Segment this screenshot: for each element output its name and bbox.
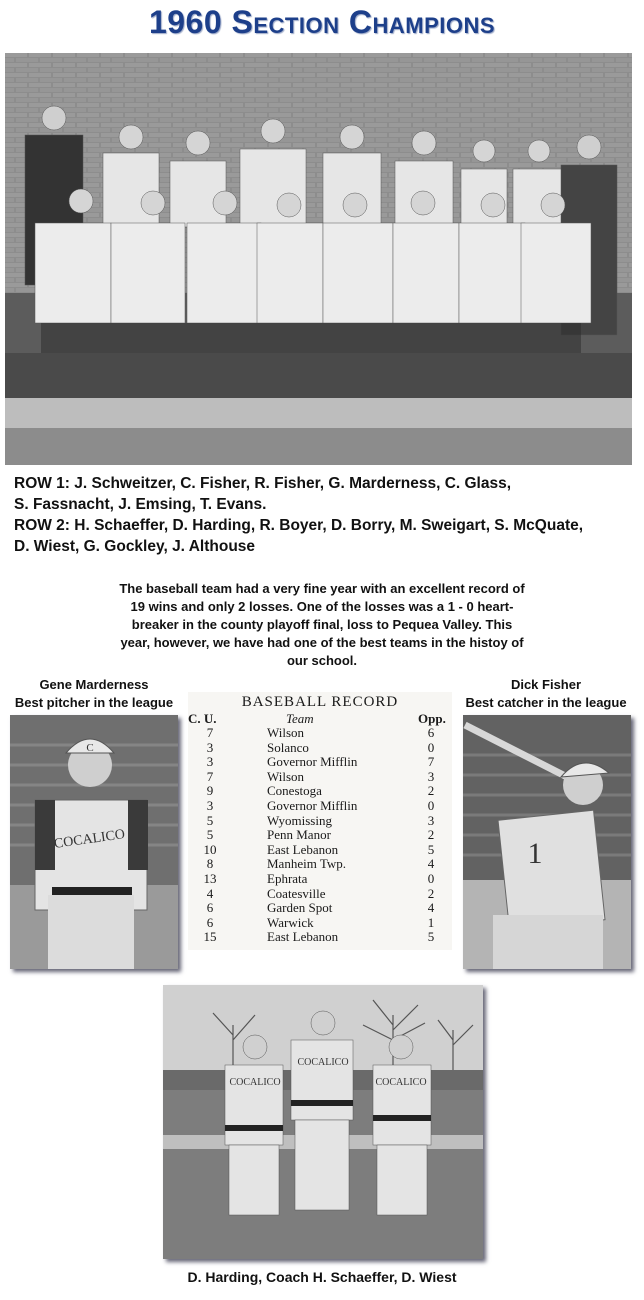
record-team-name: East Lebanon	[267, 929, 339, 945]
pitcher-photo	[10, 715, 178, 969]
record-team-name: Penn Manor	[267, 827, 331, 843]
record-cu-score: 7	[206, 768, 214, 784]
team-photo-graphic	[5, 53, 632, 465]
player-jersey-text: COCALICO	[229, 1077, 281, 1088]
record-team-name: Wilson	[267, 768, 305, 784]
coach-players-photo-graphic	[163, 985, 483, 1259]
record-opp-score: 1	[427, 914, 435, 930]
right-player-name: Dick Fisher	[510, 677, 582, 692]
record-row	[188, 857, 452, 872]
record-opp-score: 3	[427, 812, 435, 828]
record-header-team: Team	[286, 711, 314, 726]
coach-jersey-text: COCALICO	[297, 1057, 349, 1068]
record-opp-score: 4	[427, 856, 435, 872]
catcher-photo-graphic	[463, 715, 631, 969]
record-row	[188, 843, 452, 858]
coach-players-photo	[163, 985, 483, 1259]
record-row	[188, 799, 452, 814]
summary-line: year, however, we have had one of the best teams in the histoy of	[120, 635, 524, 650]
catcher-photo	[463, 715, 631, 969]
summary-line: our school.	[286, 653, 358, 668]
pitcher-cap-letter: C	[86, 742, 94, 754]
record-cu-score: 13	[203, 870, 217, 886]
record-team-name: Conestoga	[267, 783, 322, 799]
season-summary	[82, 580, 562, 670]
record-opp-score: 4	[427, 900, 435, 916]
record-cu-score: 9	[206, 783, 214, 799]
roster-row2-line2: D. Wiest, G. Gockley, J. Althouse	[14, 538, 256, 555]
record-cu-score: 3	[206, 754, 214, 770]
record-row	[188, 828, 452, 843]
record-title: BASEBALL RECORD	[241, 694, 399, 710]
record-team-name: Ephrata	[267, 870, 308, 886]
record-row	[188, 741, 452, 756]
record-cu-score: 8	[206, 856, 214, 872]
record-opp-score: 3	[427, 768, 435, 784]
record-row	[188, 872, 452, 887]
record-opp-score: 6	[427, 725, 435, 740]
record-team-name: Wilson	[267, 725, 305, 740]
record-team-name: Coatesville	[267, 885, 326, 901]
baseball-record-table	[188, 692, 452, 950]
left-player-note: Best pitcher in the league	[14, 695, 174, 710]
roster-row2-line1: ROW 2: H. Schaeffer, D. Harding, R. Boyer, D. Borry, M. Sweigart, S. McQuate,	[14, 517, 584, 534]
record-opp-score: 5	[427, 841, 435, 857]
summary-line: 19 wins and only 2 losses. One of the losses was a 1 - 0 heart-	[130, 599, 514, 614]
record-cu-score: 4	[206, 885, 214, 901]
bottom-photo-caption: D. Harding, Coach H. Schaeffer, D. Wiest	[187, 1269, 457, 1285]
record-row	[188, 814, 452, 829]
record-team-name: Governor Mifflin	[267, 754, 358, 770]
record-cu-score: 5	[206, 827, 214, 843]
right-player-caption	[454, 676, 638, 712]
record-row	[188, 726, 452, 741]
record-cu-score: 3	[206, 797, 214, 813]
catcher-jersey-number: 1	[527, 837, 543, 870]
record-cu-score: 5	[206, 812, 214, 828]
record-opp-score: 2	[427, 827, 435, 843]
record-row	[188, 770, 452, 785]
record-team-name: Manheim Twp.	[267, 856, 347, 872]
record-cu-score: 6	[206, 914, 214, 930]
record-header-cu: C. U.	[188, 711, 217, 726]
record-opp-score: 2	[427, 885, 435, 901]
record-row	[188, 930, 452, 945]
record-team-name: Garden Spot	[267, 900, 333, 916]
record-cu-score: 6	[206, 900, 214, 916]
record-row	[188, 901, 452, 916]
record-opp-score: 2	[427, 783, 435, 799]
summary-line: The baseball team had a very fine year with an excellent record of	[119, 581, 525, 596]
record-cu-score: 3	[206, 739, 214, 755]
summary-line: breaker in the county playoff final, loss to Pequea Valley. This	[131, 617, 513, 632]
record-team-name: Governor Mifflin	[267, 797, 358, 813]
record-row	[188, 755, 452, 770]
roster-row1-line1: ROW 1: J. Schweitzer, C. Fisher, R. Fisher, G. Marderness, C. Glass,	[14, 475, 512, 492]
record-opp-score: 5	[427, 929, 435, 945]
right-player-note: Best catcher in the league	[465, 695, 627, 710]
pitcher-jersey-text: COCALICO	[53, 827, 126, 852]
page-title: 1960 Section Champions	[148, 4, 496, 40]
record-opp-score: 0	[427, 870, 435, 886]
record-cu-score: 15	[203, 929, 217, 945]
record-opp-score: 0	[427, 797, 435, 813]
record-cu-score: 10	[203, 841, 217, 857]
record-rows	[188, 726, 452, 945]
team-photo	[5, 53, 632, 465]
left-player-name: Gene Marderness	[39, 677, 149, 692]
left-player-caption	[2, 676, 186, 712]
record-header-opp: Opp.	[418, 711, 446, 726]
record-row	[188, 887, 452, 902]
record-team-name: Solanco	[267, 739, 309, 755]
record-cu-score: 7	[206, 725, 214, 740]
record-team-name: Warwick	[267, 914, 314, 930]
pitcher-photo-graphic	[10, 715, 178, 969]
roster-row1-line2: S. Fassnacht, J. Emsing, T. Evans.	[14, 496, 267, 513]
player-jersey-text: COCALICO	[375, 1077, 427, 1088]
record-row	[188, 916, 452, 931]
team-roster	[14, 473, 634, 557]
record-row	[188, 784, 452, 799]
record-team-name: East Lebanon	[267, 841, 339, 857]
record-team-name: Wyomissing	[267, 812, 332, 828]
record-opp-score: 7	[427, 754, 435, 770]
record-opp-score: 0	[427, 739, 435, 755]
